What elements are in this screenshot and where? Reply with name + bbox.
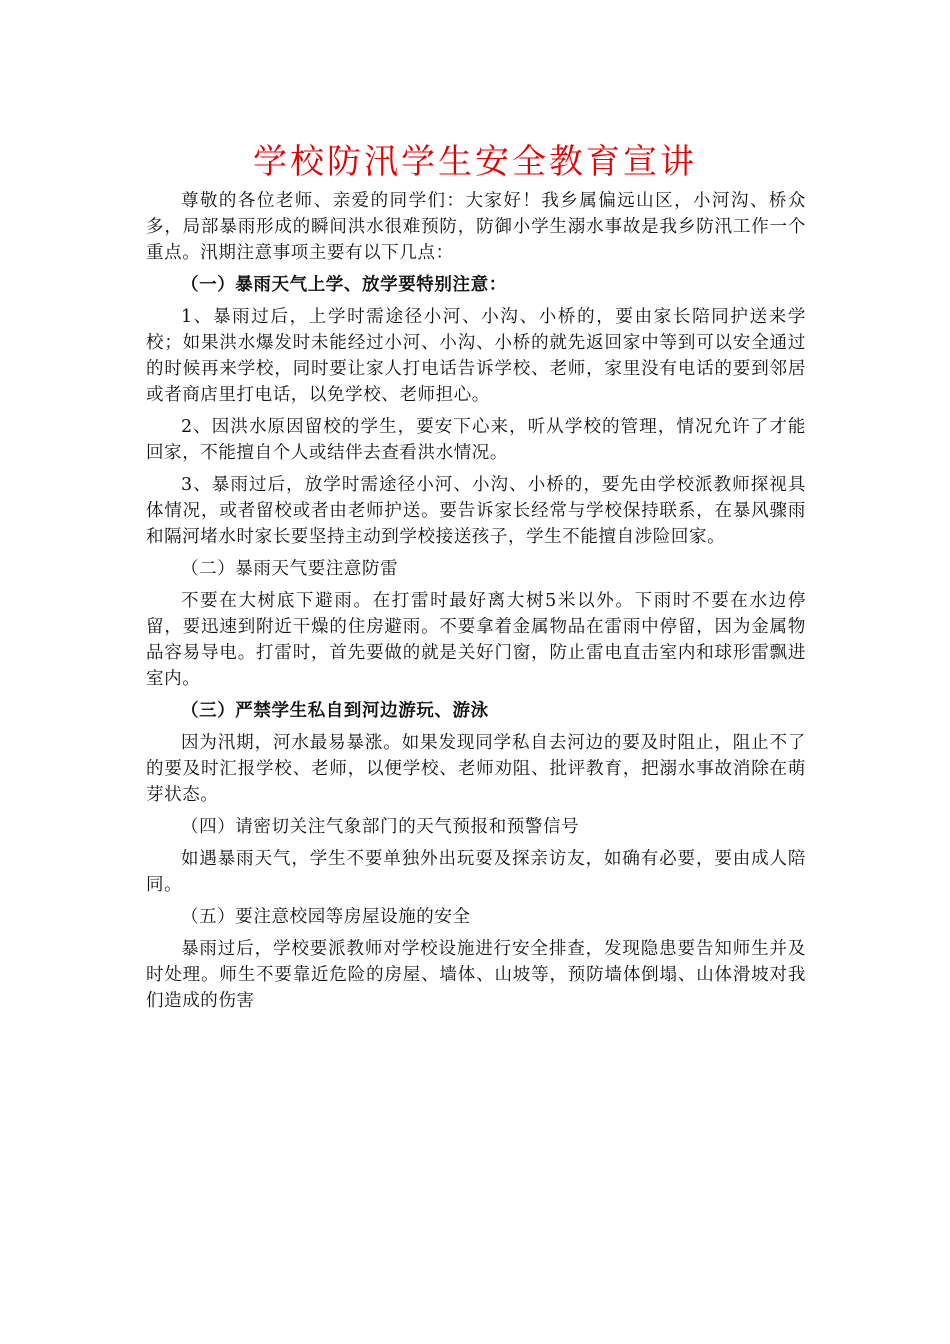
section3-heading: （三）严禁学生私自到河边游玩、游泳 [181, 701, 489, 721]
section2-paragraph: 不要在大树底下避雨。在打雷时最好离大树5米以外。下雨时不要在水边停留，要迅速到附近干燥的住房避雨。不要拿着金属物品在雷雨中停留，因为金属物品容易导电。打雷时，首先要做的就是关好门窗，防止雷电直击室内和球形雷飘进室内。 [146, 591, 806, 689]
document-title: 学校防汛学生安全教育宣讲 [253, 142, 697, 182]
section3-paragraph: 因为汛期，河水最易暴涨。如果发现同学私自去河边的要及时阻止，阻止不了的要及时汇报学校、老师，以便学校、老师劝阻、批评教育，把溺水事故消除在萌芽状态。 [146, 733, 806, 805]
section5-paragraph: 暴雨过后，学校要派教师对学校设施进行安全排查，发现隐患要告知师生并及时处理。师生不要靠近危险的房屋、墙体、山坡等，预防墙体倒塌、山体滑坡对我们造成的伤害 [146, 939, 806, 1011]
section1-paragraph-1: 1、暴雨过后，上学时需途径小河、小沟、小桥的，要由家长陪同护送来学校；如果洪水爆发时未能经过小河、小沟、小桥的就先返回家中等到可以安全通过的时候再来学校，同时要让家人打电话告诉学校、老师，家里没有电话的要到邻居或者商店里打电话，以免学校、老师担心。 [146, 307, 806, 405]
section2-heading: （二）暴雨天气要注意防雷 [181, 559, 399, 579]
section5-heading: （五）要注意校园等房屋设施的安全 [181, 907, 471, 927]
intro-paragraph: 尊敬的各位老师、亲爱的同学们：大家好！我乡属偏远山区，小河沟、桥众多，局部暴雨形成的瞬间洪水很难预防，防御小学生溺水事故是我乡防汛工作一个重点。汛期注意事项主要有以下几点： [146, 191, 806, 263]
section1-paragraph-2: 2、因洪水原因留校的学生，要安下心来，听从学校的管理，情况允许了才能回家，不能擅自个人或结伴去查看洪水情况。 [146, 417, 806, 463]
section4-heading: （四）请密切关注气象部门的天气预报和预警信号 [181, 817, 580, 837]
section4-paragraph: 如遇暴雨天气，学生不要单独外出玩耍及探亲访友，如确有必要，要由成人陪同。 [146, 849, 806, 895]
document-body [146, 188, 806, 1020]
section1-paragraph-3: 3、暴雨过后，放学时需途径小河、小沟、小桥的，要先由学校派教师探视具体情况，或者留校或者由老师护送。要告诉家长经常与学校保持联系，在暴风骤雨和隔河堵水时家长要坚持主动到学校接送孩子，学生不能擅自涉险回家。 [146, 475, 806, 547]
section1-heading: （一）暴雨天气上学、放学要特别注意： [181, 275, 507, 295]
